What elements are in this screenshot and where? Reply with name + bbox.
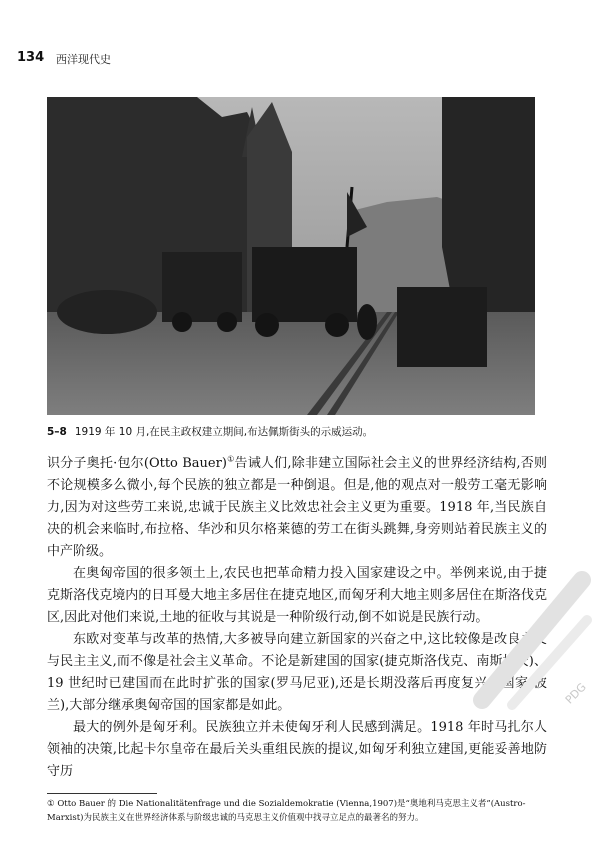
footnote-marker: ①: [47, 799, 55, 809]
figure-caption-text: 1919 年 10 月,在民主政权建立期间,布达佩斯街头的示威运动。: [74, 426, 374, 438]
figure-caption: [47, 424, 547, 439]
paragraph-3: 东欧对变革与改革的热情,大多被导向建立新国家的兴奋之中,这比较像是改良主义与民主主义,而不像是社会主义革命。不论是新建国的国家(捷克斯洛伐克、南斯拉夫)、19 世纪时已建国而在此时扩张的国家(罗马尼亚),还是长期没落后再度复兴的国家(波兰),大部分继承奥匈帝国的国家都是如此。: [47, 632, 547, 713]
paragraph-1-rest: 告诫人们,除非建立国际社会主义的世界经济结构,否则不论规模多么微小,每个民族的独立都是一种倒退。但是,他的观点对一般劳工毫无影响力,因为对这些劳工来说,忠诚于民族主义比效忠社会主义更为重要。1918 年,当民族自决的机会来临时,布拉格、华沙和贝尔格莱德的劳工在街头跳舞,身旁则站着民族主义的中产阶级。: [47, 456, 547, 559]
footnote-text: Otto Bauer 的 Die Nationalitätenfrage und die Sozialdemokratie (Vienna,1907)是“奥地利马克思主义者”(Austro-Marxist)为民族主义在世界经济体系与阶级忠诚的马克思主义价值观中找寻立足点的最著名的努力。: [47, 799, 526, 823]
figure-number: 5–8: [47, 426, 67, 438]
historical-photograph: [47, 97, 535, 415]
footnote-divider: [47, 793, 157, 794]
footnote: [47, 797, 557, 825]
paragraph-1-lead: 识分子奥托·包尔(Otto Bauer): [47, 456, 227, 471]
watermark-text: PDG: [563, 680, 590, 707]
footnote-reference: ①: [226, 454, 235, 464]
paragraph-2: 在奥匈帝国的很多领土上,农民也把革命精力投入国家建设之中。举例来说,由于捷克斯洛伐克境内的日耳曼大地主多居住在捷克地区,而匈牙利大地主则多居住在斯洛伐克区,因此对他们来说,土地的征收与其说是一种阶级行动,倒不如说是民族行动。: [47, 566, 547, 625]
page-number: 134: [17, 50, 45, 65]
body-text: [47, 453, 547, 783]
page-header: [0, 50, 600, 68]
paragraph-4: 最大的例外是匈牙利。民族独立并未使匈牙利人民感到满足。1918 年时马扎尔人领袖的决策,比起卡尔皇帝在最后关头重组民族的提议,如匈牙利独立建国,更能妥善地防守历: [47, 720, 547, 779]
running-title: 西洋现代史: [56, 53, 111, 66]
paragraph-1: [47, 453, 547, 563]
